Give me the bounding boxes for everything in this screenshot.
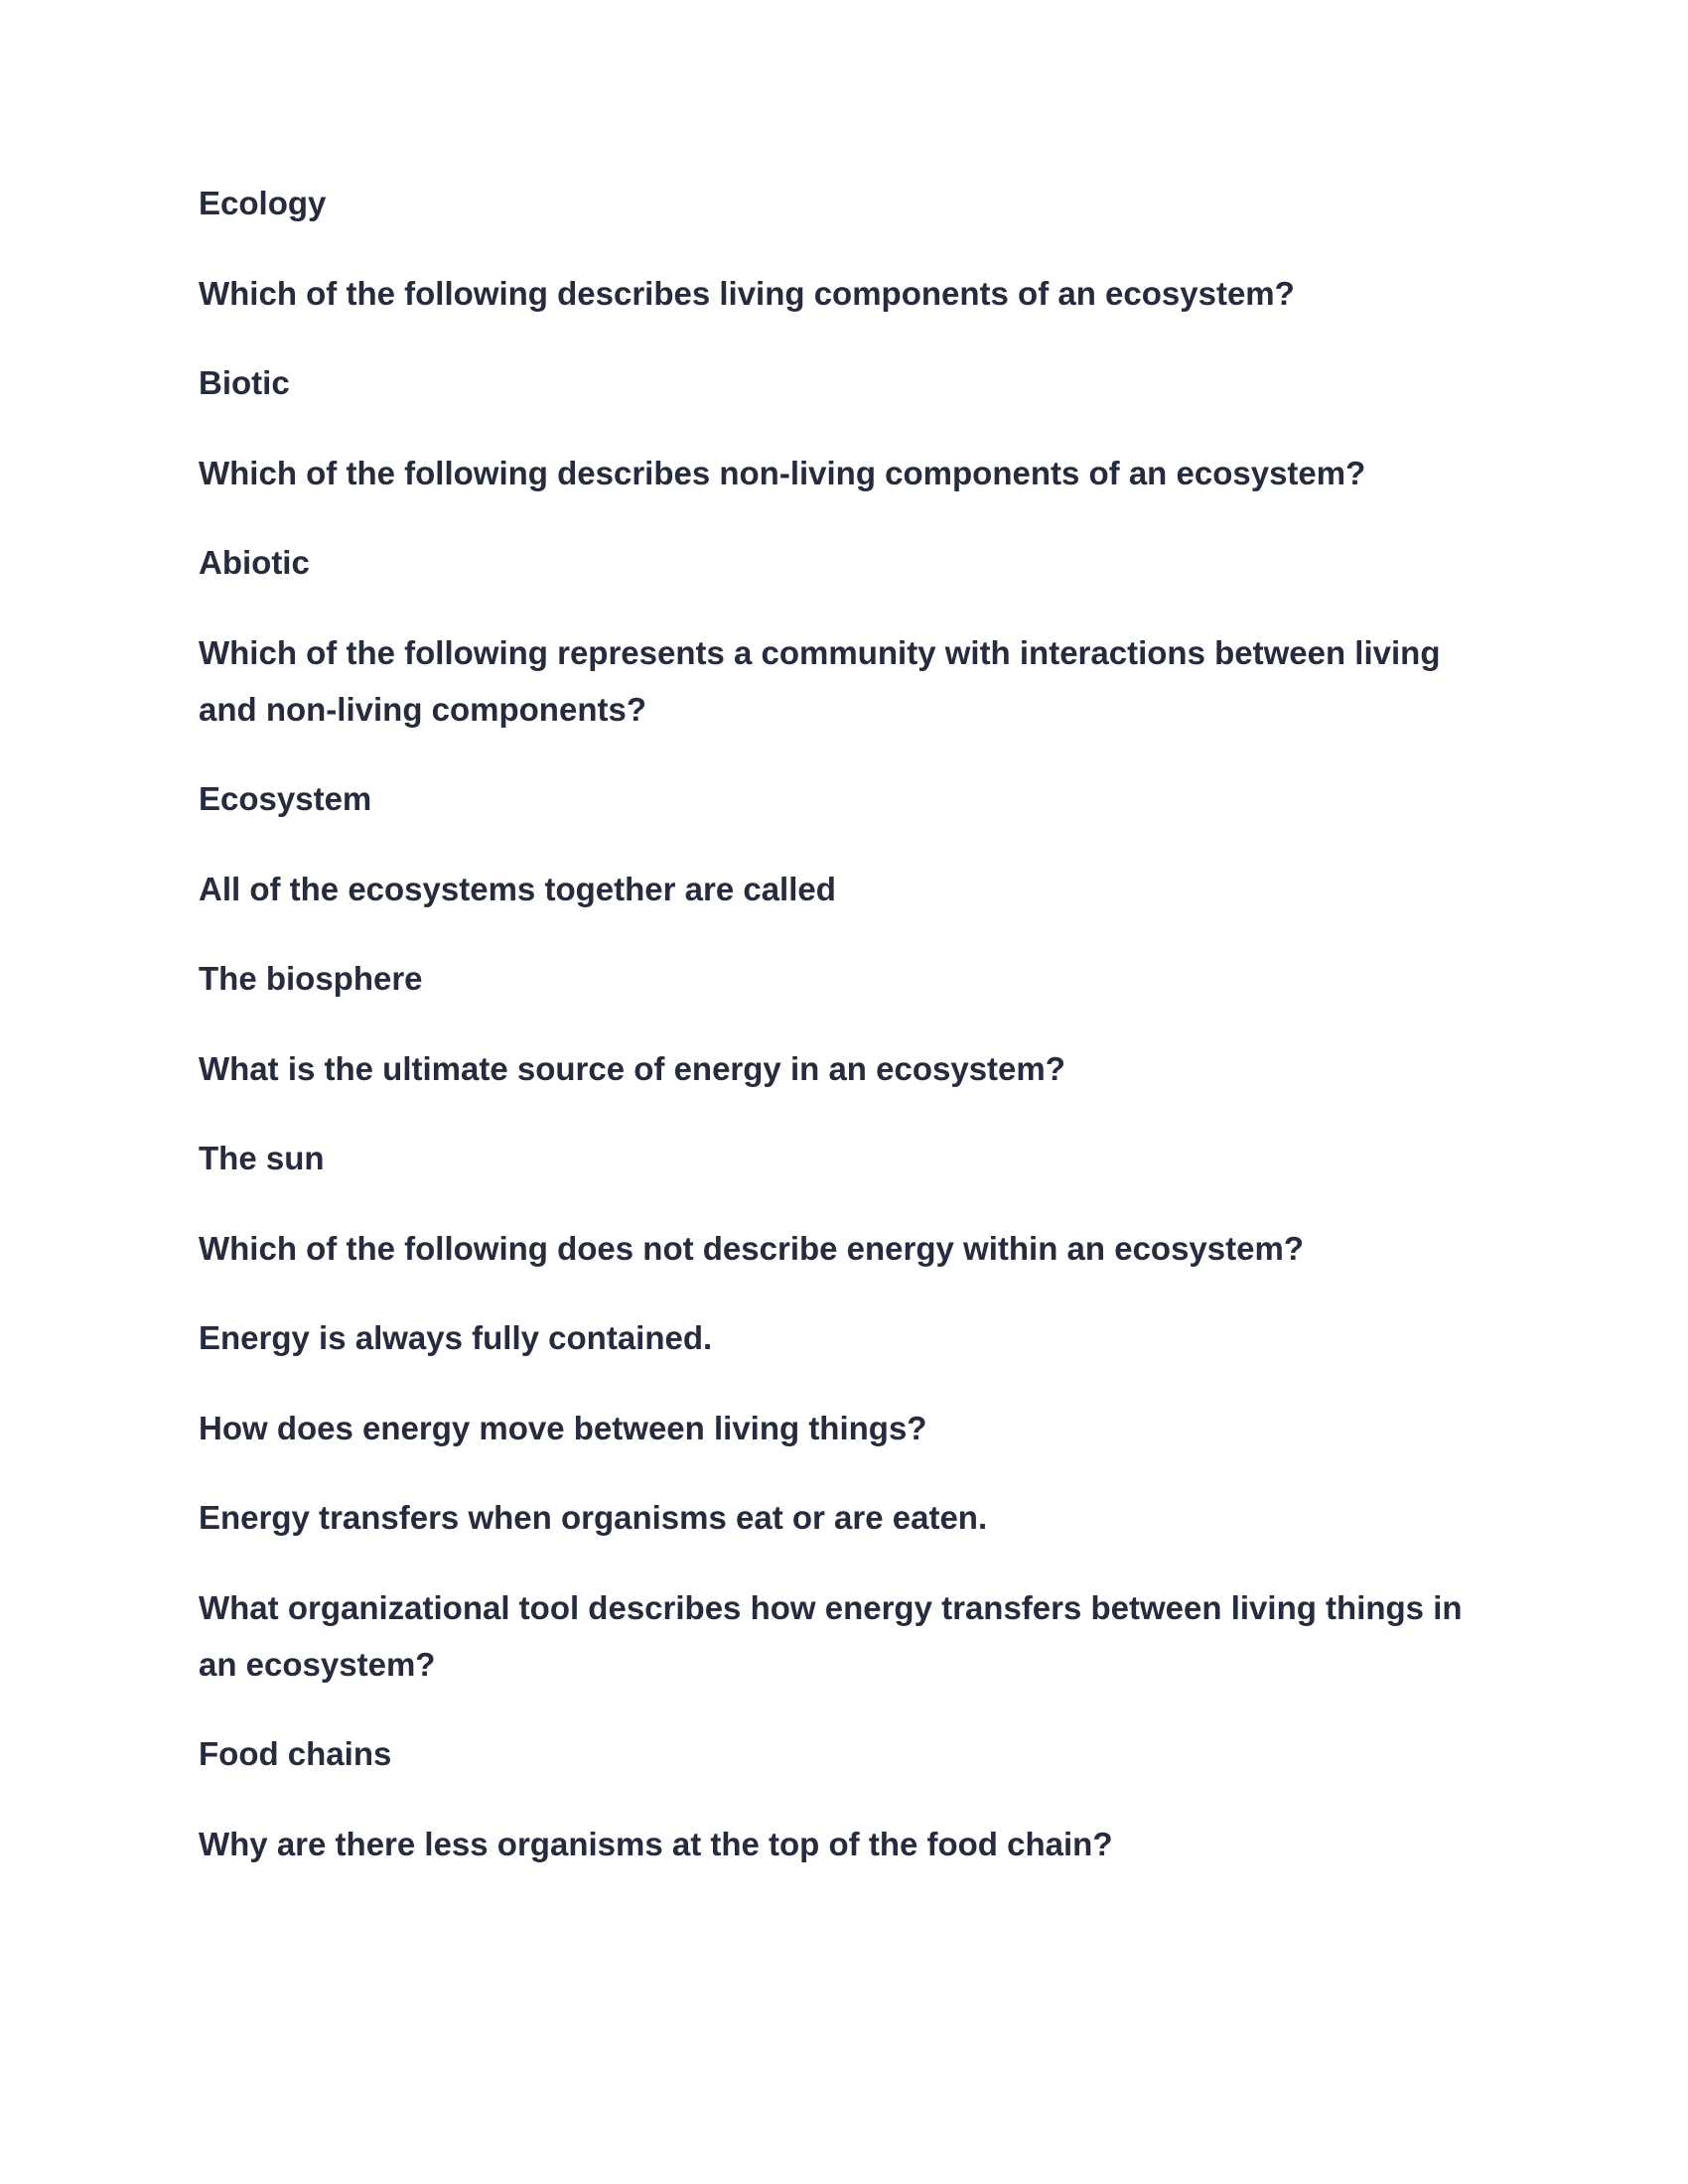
answer-3: Ecosystem xyxy=(199,780,372,817)
question-4: All of the ecosystems together are called xyxy=(199,870,836,907)
answer-6: Energy is always fully contained. xyxy=(199,1319,713,1356)
answer-7: Energy transfers when organisms eat or are eaten. xyxy=(199,1499,988,1536)
answer-5: The sun xyxy=(199,1140,325,1176)
document-title: Ecology xyxy=(199,185,327,221)
answer-8: Food chains xyxy=(199,1735,392,1772)
question-9: Why are there less organisms at the top of the food chain? xyxy=(199,1825,1113,1862)
question-6: Which of the following does not describe energy within an ecosystem? xyxy=(199,1229,1304,1267)
answer-4: The biosphere xyxy=(199,960,423,997)
document-page xyxy=(199,175,1489,1905)
question-1: Which of the following describes living components of an ecosystem? xyxy=(199,274,1295,312)
question-8: What organizational tool describes how energy transfers between living things in an ecosystem? xyxy=(199,1588,1463,1683)
question-5: What is the ultimate source of energy in an ecosystem? xyxy=(199,1049,1065,1087)
question-7: How does energy move between living things? xyxy=(199,1409,927,1446)
answer-2: Abiotic xyxy=(199,544,310,581)
answer-1: Biotic xyxy=(199,364,290,401)
question-2: Which of the following describes non-living components of an ecosystem? xyxy=(199,454,1366,491)
question-3: Which of the following represents a community with interactions between living and non-living components? xyxy=(199,633,1441,728)
